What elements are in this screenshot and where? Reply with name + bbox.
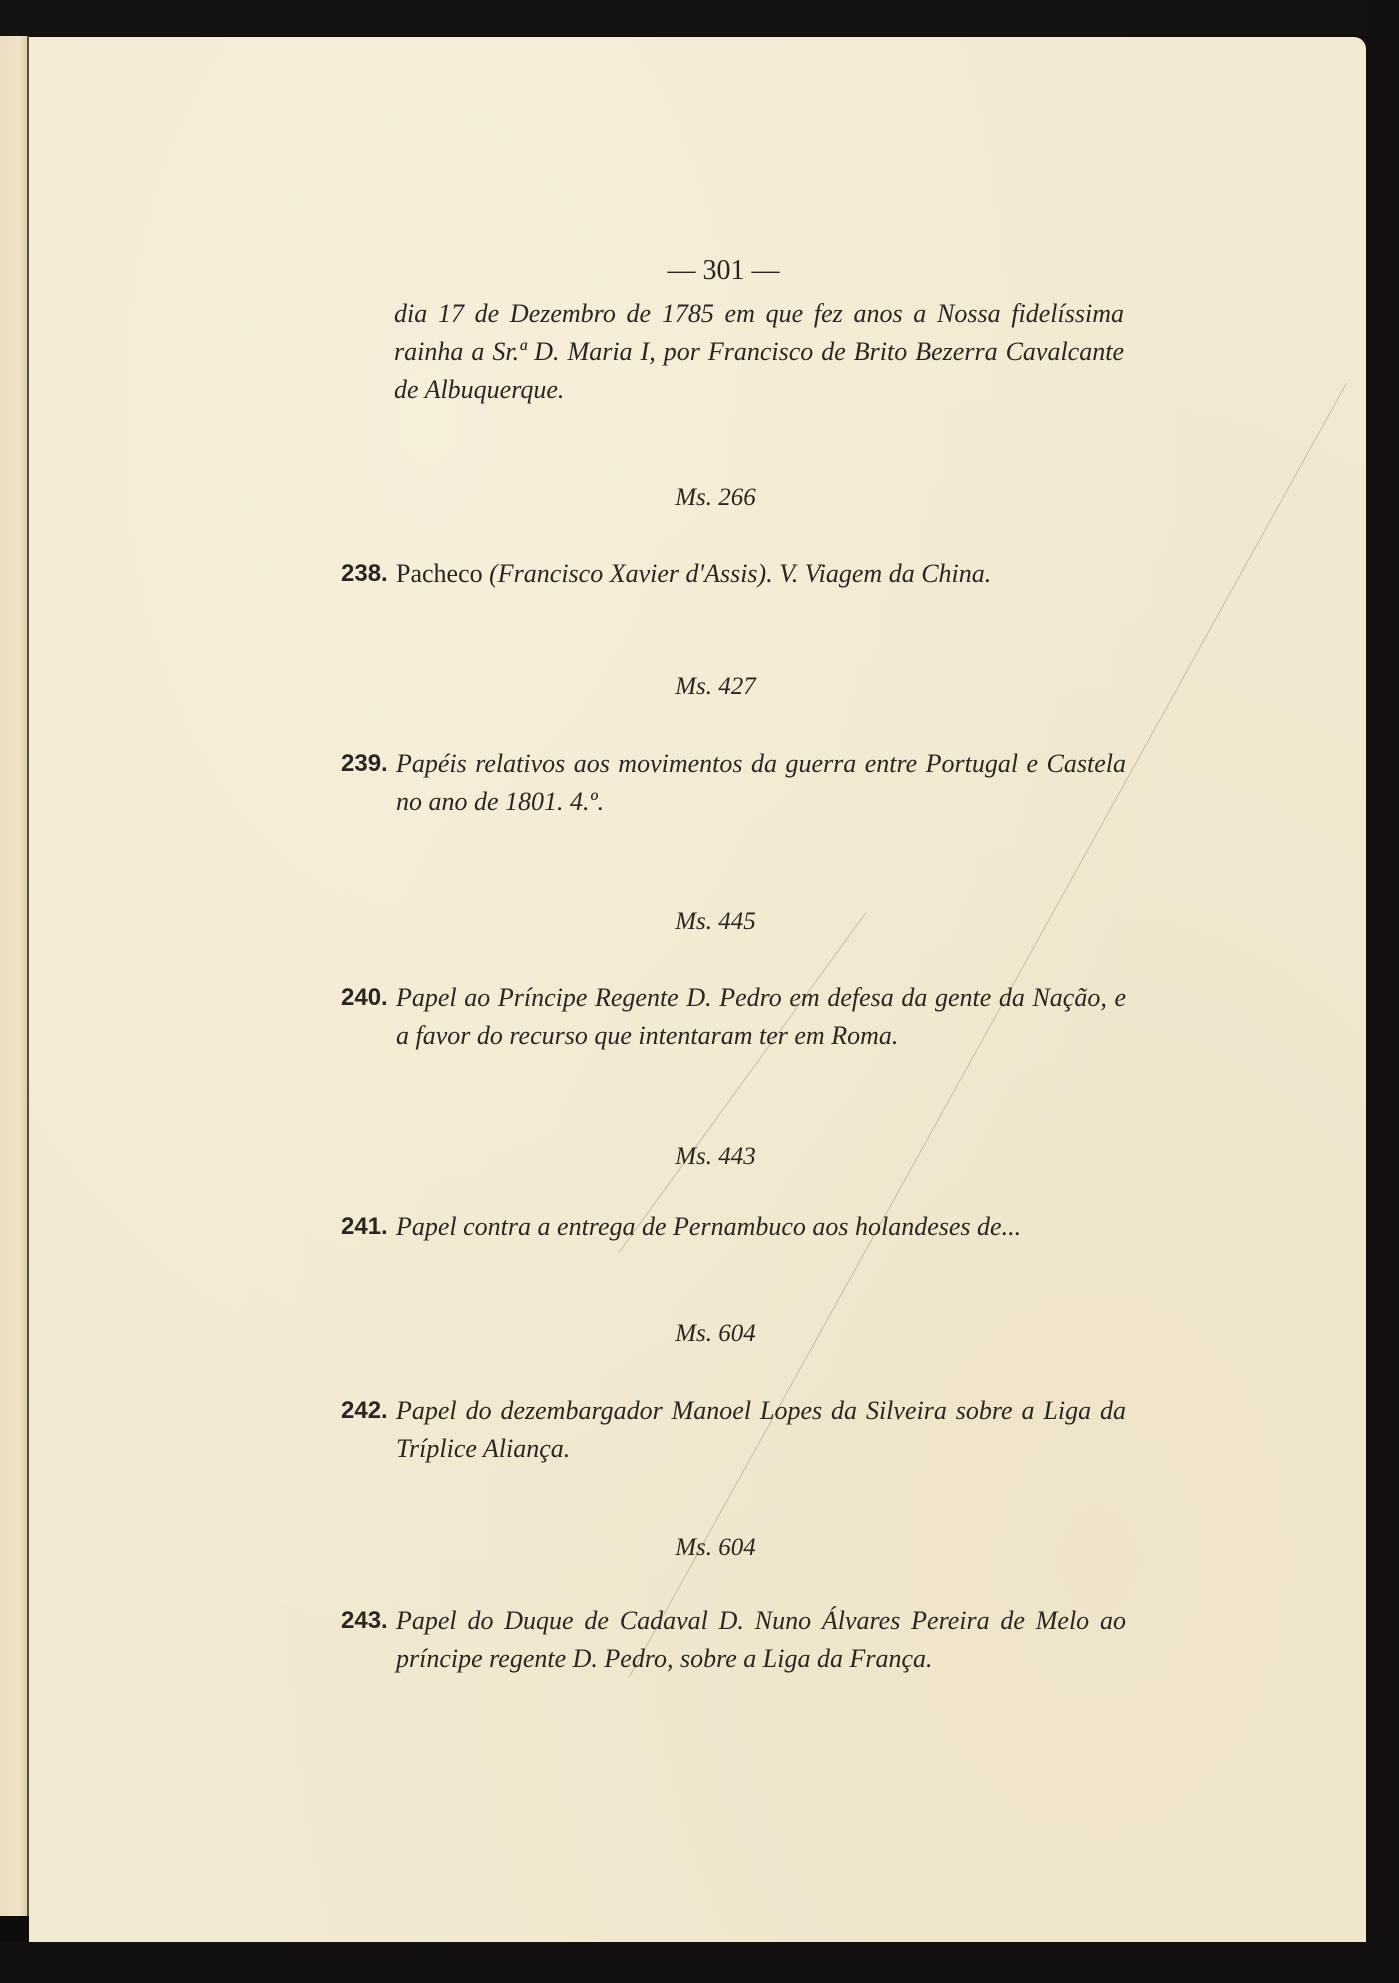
catalog-entry (341, 1208, 1126, 1246)
entry-text: Papel ao Príncipe Regente D. Pedro em defesa da gente da Nação, e a favor do recurso que intentaram ter em Roma. (396, 983, 1126, 1050)
entry-number: 241. (341, 1213, 388, 1240)
manuscript-ref: Ms. 266 (675, 484, 756, 511)
entry-text: (Francisco Xavier d'Assis). V. Viagem da China. (489, 559, 992, 588)
entry-text: Papéis relativos aos movimentos da guerra entre Portugal e Castela no ano de 1801. 4.º. (396, 749, 1126, 816)
catalog-entry (341, 1392, 1126, 1468)
catalog-entry (341, 745, 1126, 821)
manuscript-ref: Ms. 443 (675, 1143, 756, 1170)
entry-text: Papel do dezembargador Manoel Lopes da Silveira sobre a Liga da Tríplice Aliança. (396, 1396, 1126, 1463)
entry-number: 238. (341, 560, 388, 587)
manuscript-ref: Ms. 604 (675, 1534, 756, 1561)
entry-number: 242. (341, 1397, 388, 1424)
entry-text: Papel contra a entrega de Pernambuco aos holandeses de... (396, 1212, 1022, 1241)
catalog-entry (341, 979, 1126, 1055)
scan-border-top (0, 0, 1399, 36)
manuscript-ref: Ms. 604 (675, 1320, 756, 1347)
manuscript-ref: Ms. 427 (675, 673, 756, 700)
scan-border-right (1366, 0, 1399, 1983)
pencil-mark (619, 912, 867, 1252)
catalog-entry (341, 1602, 1126, 1678)
manuscript-ref: Ms. 445 (675, 908, 756, 935)
scan-border-bottom (0, 1942, 1399, 1983)
entry-author: Pacheco (396, 559, 483, 588)
entry-number: 240. (341, 984, 388, 1011)
entry-number: 239. (341, 750, 388, 777)
entry-number: 243. (341, 1607, 388, 1634)
continuation-text: dia 17 de Dezembro de 1785 em que fez anos a Nossa fidelíssima rainha a Sr.ª D. Maria I, por Francisco de Brito Bezerra Cavalcante de Albuquerque. (394, 299, 1124, 404)
entry-text: Papel do Duque de Cadaval D. Nuno Álvares Pereira de Melo ao príncipe regente D. Pedro, sobre a Liga da França. (396, 1606, 1126, 1673)
book-page (29, 37, 1366, 1942)
catalog-entry (341, 555, 1126, 593)
facing-page-edge (0, 36, 28, 1916)
page-number: — 301 — (667, 255, 780, 286)
